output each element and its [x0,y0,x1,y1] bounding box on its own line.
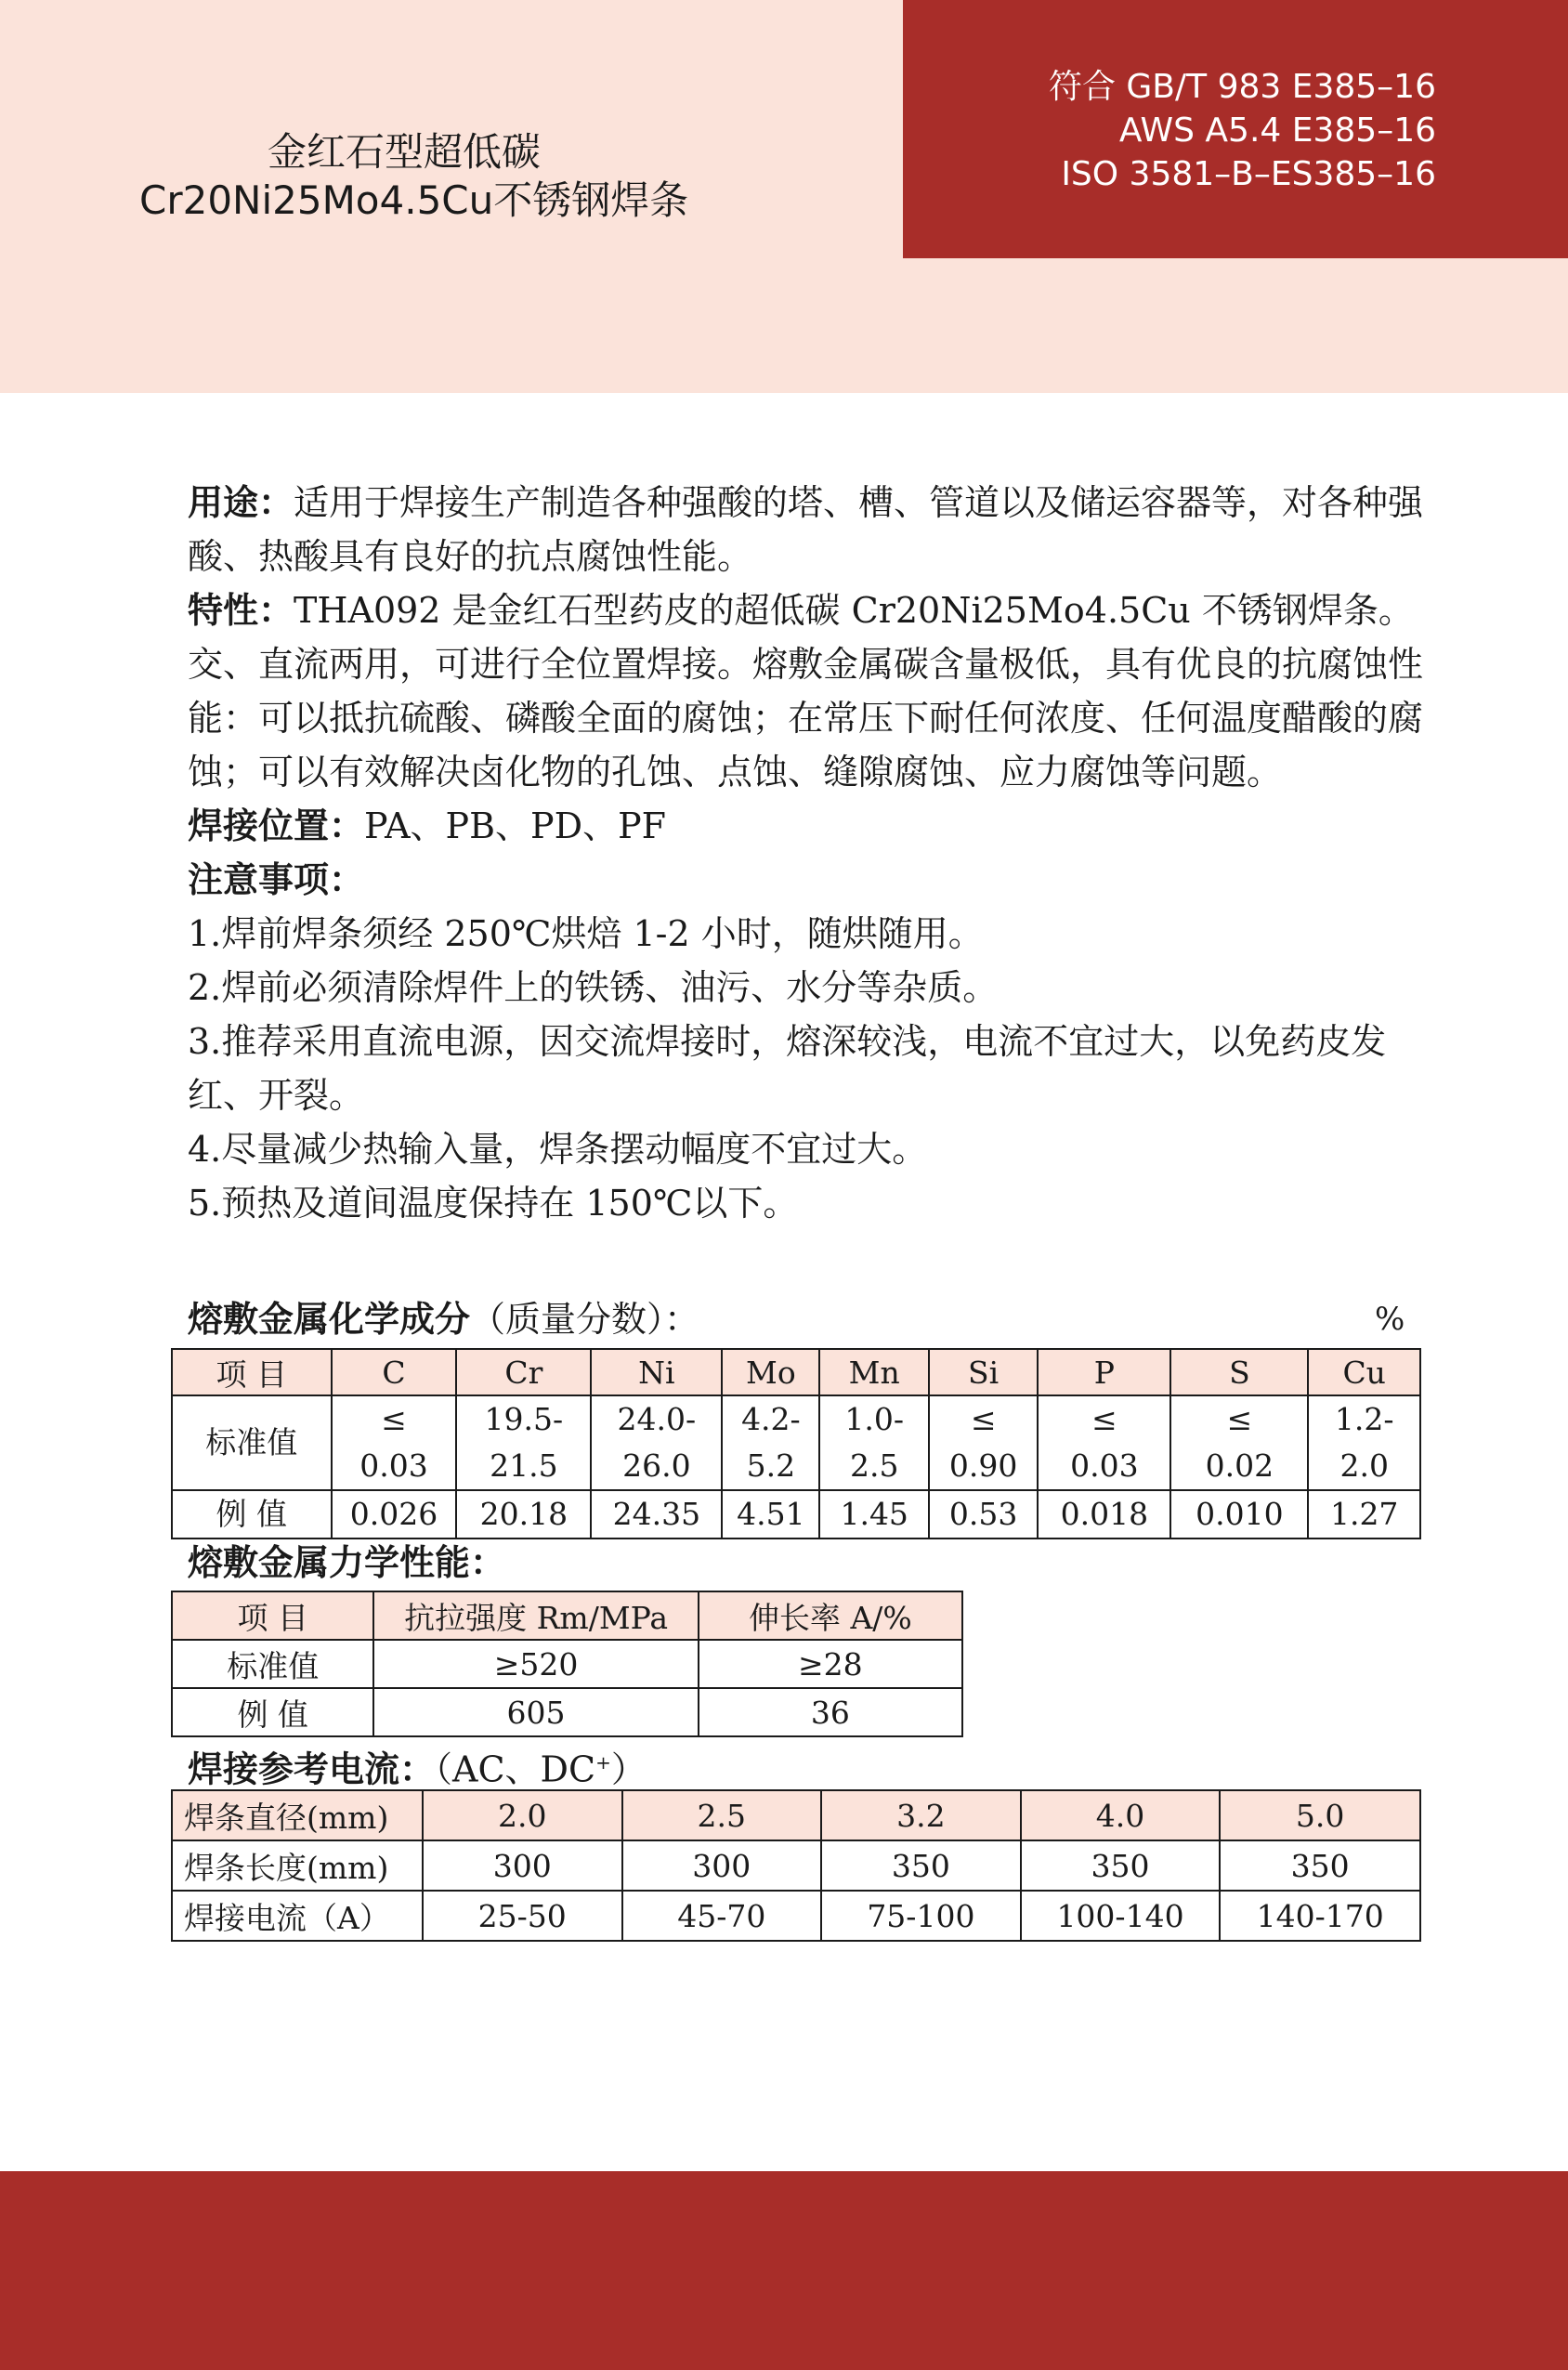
chemistry-table [171,1348,1421,1539]
table-header-cell: 抗拉强度 Rm/MPa [373,1591,698,1640]
standard-gb: 符合 GB/T 983 E385–16 [1048,68,1436,106]
usage-label: 用途： [188,482,294,523]
standard-aws: AWS A5.4 E385–16 [1118,111,1436,150]
table-cell: 45-70 [622,1891,822,1941]
cell-line: ≤ [1091,1401,1117,1437]
table-cell: 350 [1220,1840,1420,1891]
chemistry-title-bold: 熔敷金属化学成分 [188,1299,471,1340]
current-title-sup: + [595,1751,611,1774]
cell-line: ≤ [970,1401,997,1437]
table-cell [1308,1395,1420,1490]
table-cell: 0.010 [1170,1490,1308,1539]
table-cell: 350 [1021,1840,1221,1891]
table-cell [1170,1395,1308,1490]
row-label: 焊接电流（A） [172,1891,423,1941]
table-header-cell: Cr [456,1349,591,1395]
table-cell: 75-100 [821,1891,1021,1941]
product-title [139,128,689,225]
standards-list [1049,65,1436,196]
cell-line: 2.0 [1339,1447,1389,1484]
row-label: 例 值 [172,1490,332,1539]
product-title-line2: Cr20Ni25Mo4.5Cu不锈钢焊条 [139,177,689,223]
row-label: 例 值 [172,1688,373,1736]
cell-line: 0.03 [1070,1447,1139,1484]
table-header-cell: Si [929,1349,1038,1395]
cell-line: 26.0 [622,1447,691,1484]
table-header-cell: P [1038,1349,1170,1395]
footer-band [0,2171,1568,2370]
table-cell: 24.35 [591,1490,722,1539]
table-cell: 300 [423,1840,622,1891]
table-header-cell: C [332,1349,457,1395]
table-row [172,1640,962,1688]
cell-line: 2.5 [849,1447,899,1484]
table-header-cell: 2.0 [423,1790,622,1840]
position-text: PA、PB、PD、PF [364,805,667,846]
table-cell [332,1395,457,1490]
table-cell: 0.026 [332,1490,457,1539]
table-cell: 0.53 [929,1490,1038,1539]
chemistry-title [188,1296,699,1342]
usage-paragraph [188,476,1432,583]
table-header-cell: 3.2 [821,1790,1021,1840]
table-header-cell: 项 目 [172,1349,332,1395]
current-title-bold: 焊接参考电流： [188,1748,436,1790]
table-cell [456,1395,591,1490]
table-header-cell: 2.5 [622,1790,822,1840]
features-text: THA092 是金红石型药皮的超低碳 Cr20Ni25Mo4.5Cu 不锈钢焊条。交、直流两用，可进行全位置焊接。熔敷金属碳含量极低，具有优良的抗腐蚀性能：可以抵抗硫酸、磷酸全面的腐蚀；在常压下耐任何浓度、任何温度醋酸的腐蚀；可以有效解决卤化物的孔蚀、点蚀、缝隙腐蚀、应力腐蚀等问题。 [188,590,1424,792]
table-cell: 350 [821,1840,1021,1891]
table-cell: ≥28 [699,1640,962,1688]
table-cell [819,1395,928,1490]
table-header-cell: 项 目 [172,1591,373,1640]
chemistry-title-rest: （质量分数）： [470,1299,700,1340]
row-label: 焊条长度(mm) [172,1840,423,1891]
table-header-cell: 伸长率 A/% [699,1591,962,1640]
note-item-4: 4.尽量减少热输入量，焊条摆动幅度不宜过大。 [188,1129,928,1170]
note-item-3: 3.推荐采用直流电源，因交流焊接时，熔深较浅，电流不宜过大，以免药皮发红、开裂。 [188,1021,1387,1116]
features-label: 特性： [188,590,294,631]
chemistry-unit: % [1375,1301,1405,1338]
cell-line: 0.03 [359,1447,428,1484]
table-cell [722,1395,819,1490]
table-header-row [172,1591,962,1640]
mechanical-table [171,1591,963,1737]
cell-line: 0.90 [948,1447,1018,1484]
current-title [188,1739,647,1793]
table-header-cell: 4.0 [1021,1790,1221,1840]
table-cell: 1.45 [819,1490,928,1539]
table-row [172,1395,1420,1490]
table-cell: 4.51 [722,1490,819,1539]
table-cell: 605 [373,1688,698,1736]
table-cell [1038,1395,1170,1490]
table-cell: 1.27 [1308,1490,1420,1539]
notes-label: 注意事项： [188,859,365,900]
table-row [172,1490,1420,1539]
table-header-row [172,1790,1420,1840]
position-paragraph [188,799,1432,853]
cell-line: 24.0- [617,1401,697,1437]
row-label: 标准值 [172,1640,373,1688]
table-cell: 100-140 [1021,1891,1221,1941]
table-cell: 25-50 [423,1891,622,1941]
table-header-cell: Mo [722,1349,819,1395]
table-cell [591,1395,722,1490]
current-title-rest: （AC、DC [435,1748,596,1790]
table-cell: 140-170 [1220,1891,1420,1941]
usage-text: 适用于焊接生产制造各种强酸的塔、槽、管道以及储运容器等，对各种强酸、热酸具有良好的抗点腐蚀性能。 [188,482,1424,577]
cell-line: 5.2 [746,1447,796,1484]
cell-line: 19.5- [484,1401,564,1437]
table-header-cell: Ni [591,1349,722,1395]
row-label: 标准值 [172,1395,332,1490]
standard-iso: ISO 3581–B–ES385–16 [1061,155,1436,193]
note-item-2: 2.焊前必须清除焊件上的铁锈、油污、水分等杂质。 [188,967,999,1008]
table-header-cell: Mn [819,1349,928,1395]
cell-line: 1.0- [844,1401,905,1437]
table-header-row [172,1349,1420,1395]
current-title-end: ） [610,1748,647,1790]
features-paragraph [188,583,1432,799]
cell-line: 21.5 [490,1447,558,1484]
table-cell: 36 [699,1688,962,1736]
table-cell [929,1395,1038,1490]
table-cell: 20.18 [456,1490,591,1539]
note-item-5: 5.预热及道间温度保持在 150℃以下。 [188,1183,799,1224]
table-header-cell: S [1170,1349,1308,1395]
cell-line: ≤ [1226,1401,1253,1437]
standards-box [903,0,1568,258]
cell-line: 1.2- [1334,1401,1394,1437]
cell-line: 0.02 [1205,1447,1274,1484]
table-header-cell: Cu [1308,1349,1420,1395]
table-row [172,1840,1420,1891]
position-label: 焊接位置： [188,805,365,846]
product-title-line1: 金红石型超低碳 [267,129,541,175]
note-item-1: 1.焊前焊条须经 250℃烘焙 1-2 小时，随烘随用。 [188,913,984,954]
table-row [172,1891,1420,1941]
table-row [172,1688,962,1736]
table-cell: 0.018 [1038,1490,1170,1539]
table-cell: 300 [622,1840,822,1891]
cell-line: ≤ [381,1401,407,1437]
table-header-cell: 5.0 [1220,1790,1420,1840]
table-cell: ≥520 [373,1640,698,1688]
current-table [171,1789,1421,1942]
mechanical-title: 熔敷金属力学性能： [188,1542,506,1583]
description-section [188,476,1432,1230]
cell-line: 4.2- [741,1401,801,1437]
table-header-cell: 焊条直径(mm) [172,1790,423,1840]
